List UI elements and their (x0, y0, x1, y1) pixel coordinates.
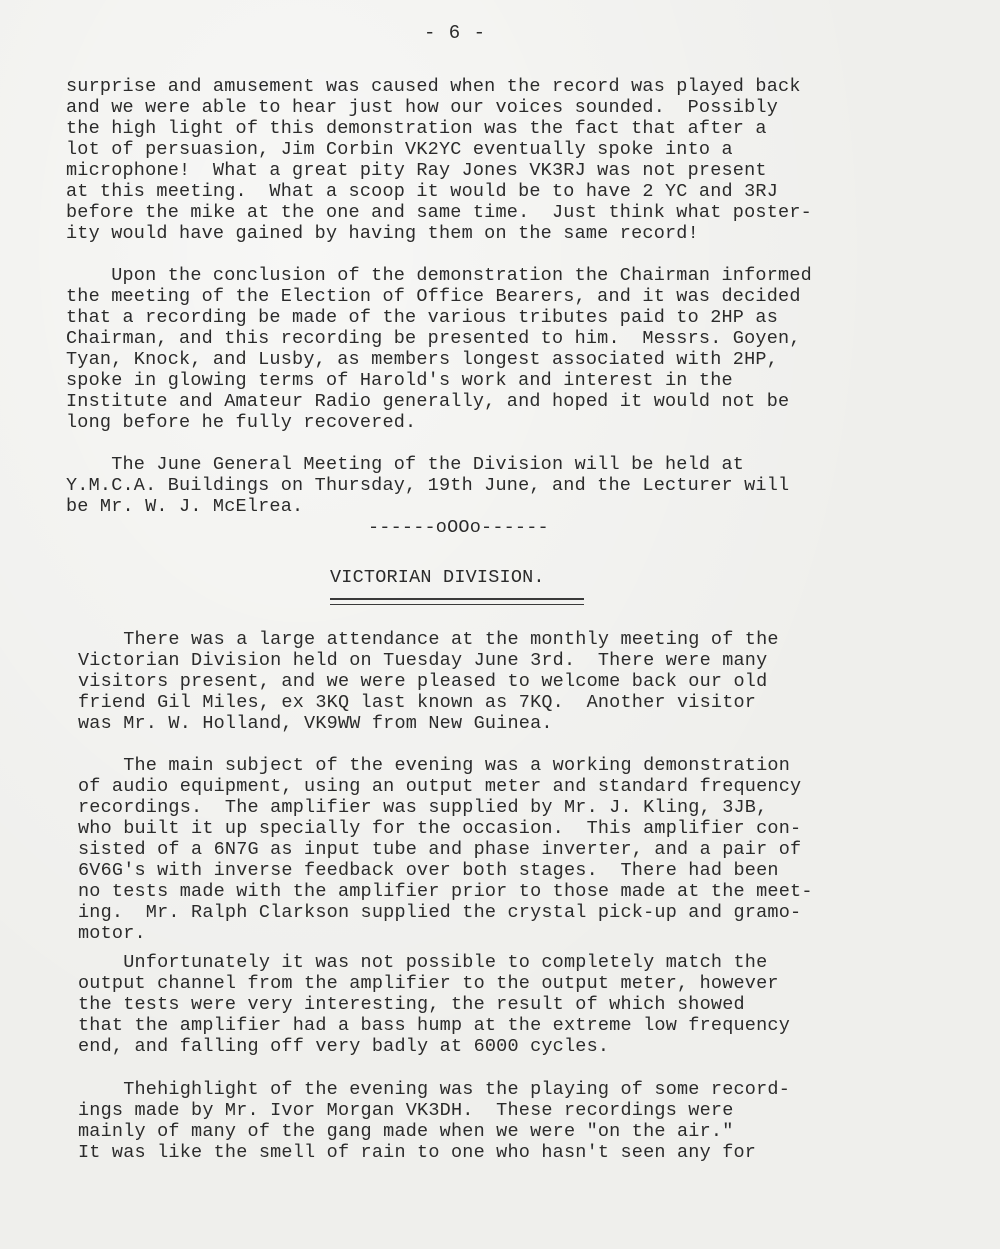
victorian-paragraph-3-line-3: the tests were very interesting, the result of which showed (78, 994, 745, 1015)
paragraph-1-line-2: and we were able to hear just how our voices sounded. Possibly (66, 97, 779, 118)
victorian-paragraph-2-line-9: motor. (78, 923, 146, 944)
victorian-paragraph-1-line-2: Victorian Division held on Tuesday June 3rd. There were many (78, 650, 768, 671)
victorian-paragraph-2-line-8: ing. Mr. Ralph Clarkson supplied the crystal pick-up and gramo- (78, 902, 802, 923)
heading-underline-top (330, 598, 584, 600)
paragraph-2-line-5: Tyan, Knock, and Lusby, as members longest associated with 2HP, (66, 349, 779, 370)
victorian-paragraph-4-line-2: ings made by Mr. Ivor Morgan VK3DH. These recordings were (78, 1100, 734, 1121)
victorian-paragraph-2-line-5: sisted of a 6N7G as input tube and phase inverter, and a pair of (78, 839, 802, 860)
victorian-paragraph-2-line-6: 6V6G's with inverse feedback over both stages. There had been (78, 860, 779, 881)
victorian-paragraph-3-line-2: output channel from the amplifier to the output meter, however (78, 973, 779, 994)
victorian-paragraph-4-line-3: mainly of many of the gang made when we were "on the air." (78, 1121, 734, 1142)
heading-underline-bottom (330, 604, 584, 605)
paragraph-1-line-8: ity would have gained by having them on the same record! (66, 223, 699, 244)
page-number: - 6 - (423, 22, 486, 44)
section-heading: VICTORIAN DIVISION. (330, 567, 545, 588)
paragraph-1-line-3: the high light of this demonstration was the fact that after a (66, 118, 767, 139)
victorian-paragraph-3-line-4: that the amplifier had a bass hump at the extreme low frequency (78, 1015, 791, 1036)
victorian-paragraph-2-line-2: of audio equipment, using an output meter and standard frequency (78, 776, 802, 797)
section-separator: ------oOOo------ (368, 517, 549, 538)
paragraph-3-line-3: be Mr. W. J. McElrea. (66, 496, 304, 517)
paragraph-1-line-7: before the mike at the one and same time. Just think what poster- (66, 202, 812, 223)
victorian-paragraph-1-line-4: friend Gil Miles, ex 3KQ last known as 7KQ. Another visitor (78, 692, 757, 713)
paragraph-3-line-2: Y.M.C.A. Buildings on Thursday, 19th June, and the Lecturer will (66, 475, 790, 496)
paragraph-2-line-8: long before he fully recovered. (66, 412, 417, 433)
victorian-paragraph-1-line-3: visitors present, and we were pleased to welcome back our old (78, 671, 768, 692)
paragraph-2-line-1: Upon the conclusion of the demonstration the Chairman informed (66, 265, 812, 286)
victorian-paragraph-3-line-1: Unfortunately it was not possible to completely match the (78, 952, 768, 973)
paragraph-1-line-4: lot of persuasion, Jim Corbin VK2YC eventually spoke into a (66, 139, 733, 160)
paragraph-2-line-7: Institute and Amateur Radio generally, and hoped it would not be (66, 391, 790, 412)
victorian-paragraph-2-line-4: who built it up specially for the occasion. This amplifier con- (78, 818, 802, 839)
paragraph-1-line-5: microphone! What a great pity Ray Jones VK3RJ was not present (66, 160, 767, 181)
paragraph-2-line-2: the meeting of the Election of Office Bearers, and it was decided (66, 286, 801, 307)
victorian-paragraph-2-line-1: The main subject of the evening was a working demonstration (78, 755, 791, 776)
victorian-paragraph-1-line-5: was Mr. W. Holland, VK9WW from New Guinea. (78, 713, 553, 734)
paragraph-1-line-6: at this meeting. What a scoop it would be to have 2 YC and 3RJ (66, 181, 779, 202)
victorian-paragraph-1-line-1: There was a large attendance at the monthly meeting of the (78, 629, 779, 650)
victorian-paragraph-4-line-4: It was like the smell of rain to one who hasn't seen any for (78, 1142, 757, 1163)
paragraph-2-line-3: that a recording be made of the various tributes paid to 2HP as (66, 307, 779, 328)
victorian-paragraph-3-line-5: end, and falling off very badly at 6000 cycles. (78, 1036, 610, 1057)
victorian-paragraph-2-line-7: no tests made with the amplifier prior to those made at the meet- (78, 881, 813, 902)
paragraph-2-line-4: Chairman, and this recording be presented to him. Messrs. Goyen, (66, 328, 801, 349)
paragraph-2-line-6: spoke in glowing terms of Harold's work and interest in the (66, 370, 733, 391)
victorian-paragraph-4-line-1: Thehighlight of the evening was the playing of some record- (78, 1079, 791, 1100)
paragraph-1-line-1: surprise and amusement was caused when the record was played back (66, 76, 801, 97)
victorian-paragraph-2-line-3: recordings. The amplifier was supplied by Mr. J. Kling, 3JB, (78, 797, 768, 818)
paragraph-3-line-1: The June General Meeting of the Division will be held at (66, 454, 745, 475)
